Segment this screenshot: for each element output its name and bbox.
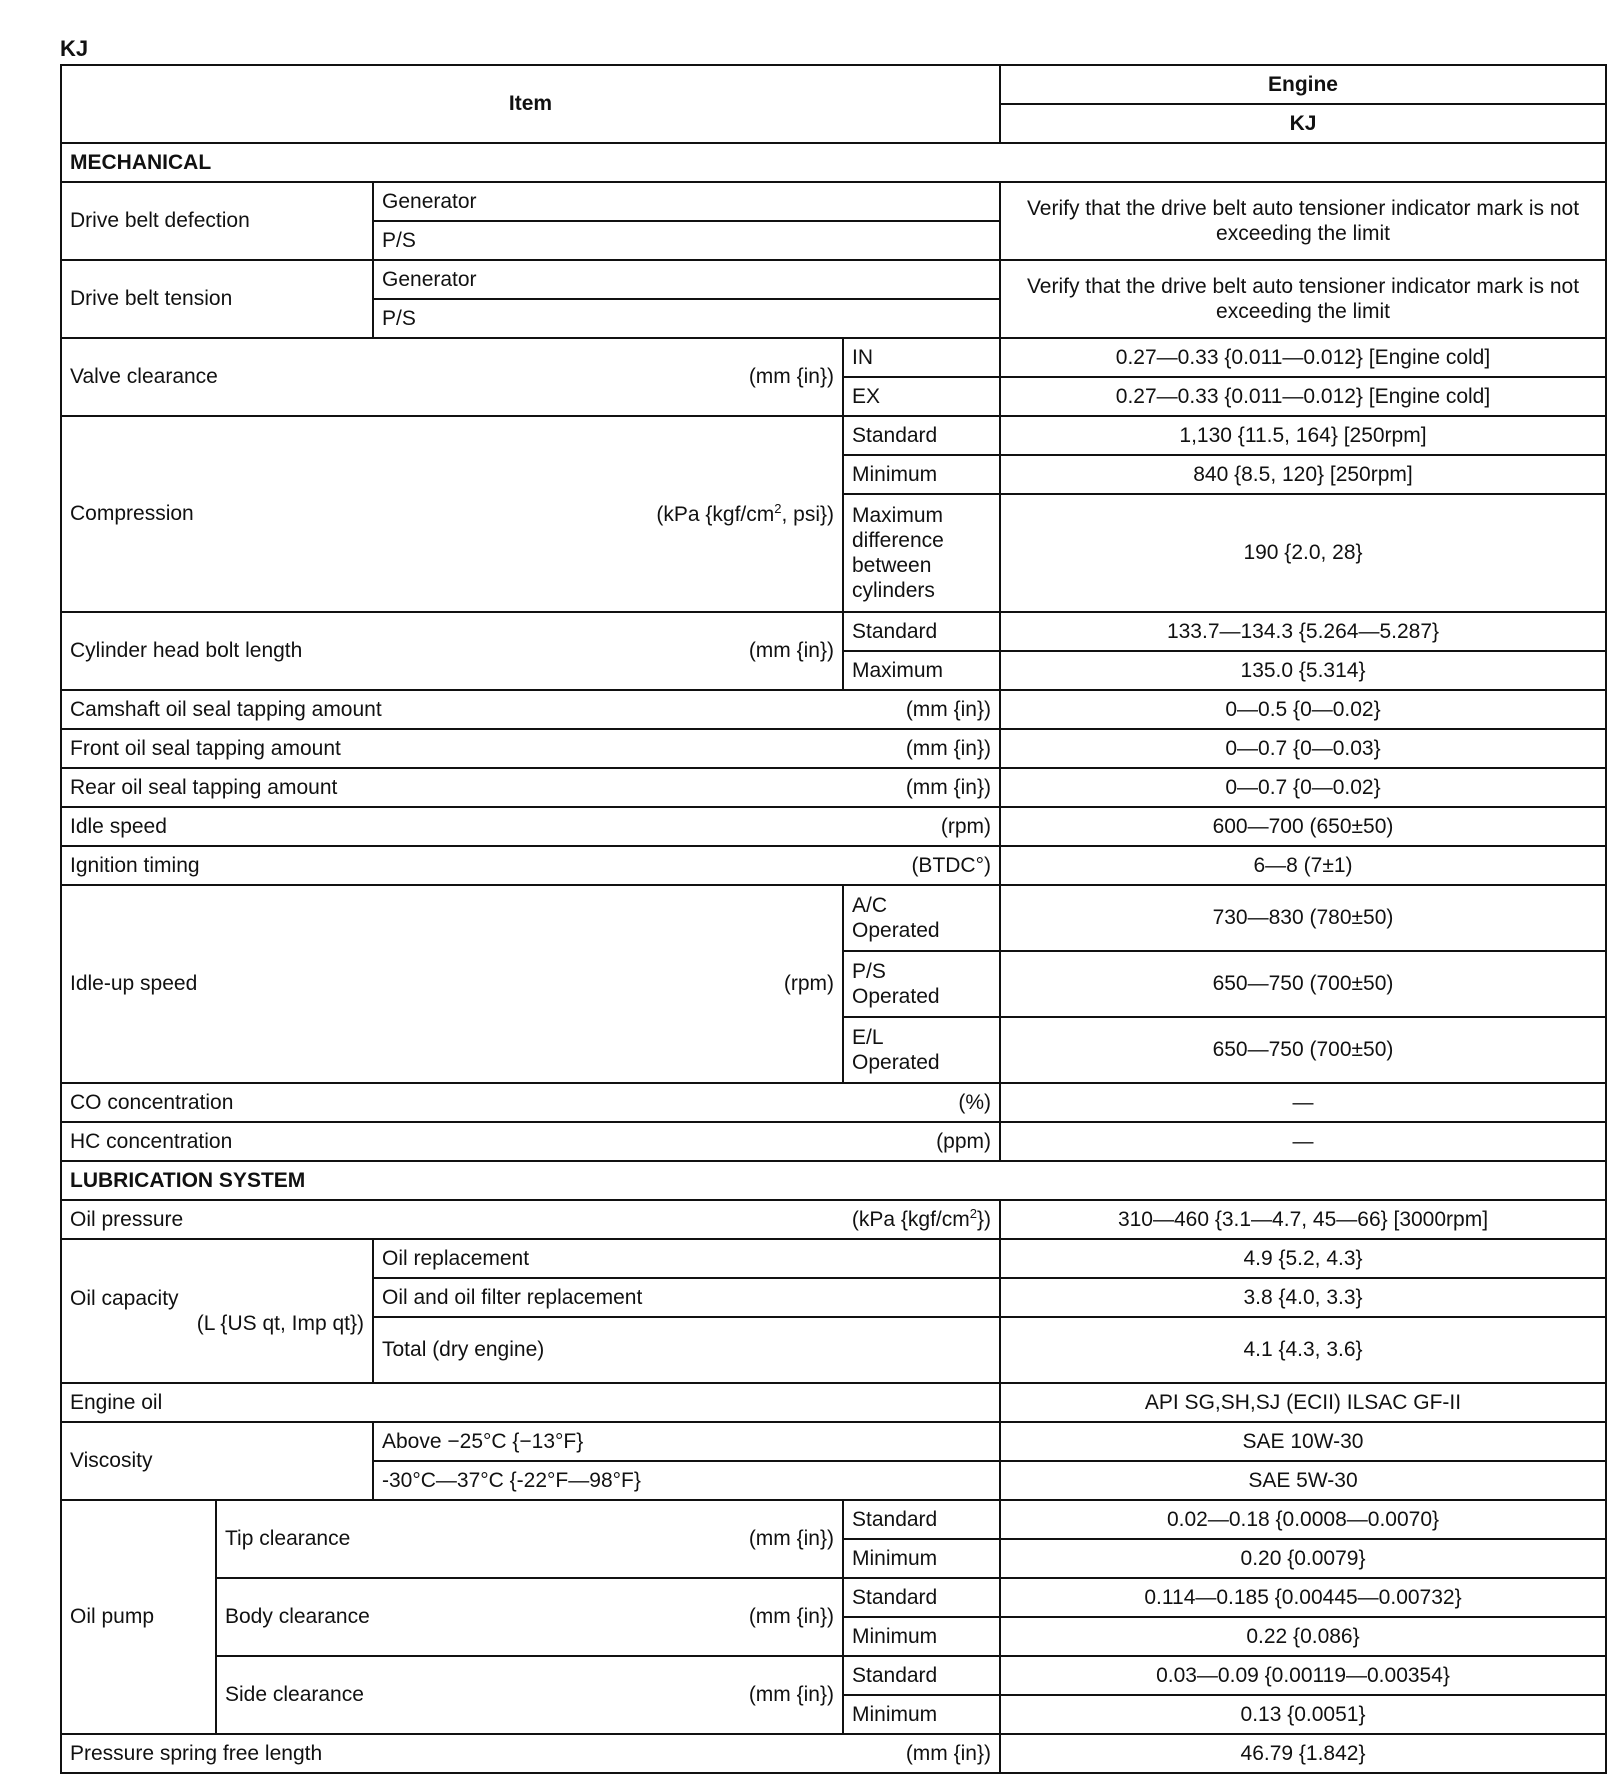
side-clearance-label: Side clearance (225, 1683, 364, 1707)
side-minimum-value: 0.13 {0.0051} (1000, 1695, 1606, 1734)
co-unit: (%) (958, 1090, 991, 1114)
hc-value: — (1000, 1122, 1606, 1161)
deflection-verify-value: Verify that the drive belt auto tensioner indicator mark is not exceeding the limit (1000, 182, 1606, 260)
viscosity-label: Viscosity (61, 1422, 373, 1500)
tip-standard-label: Standard (843, 1500, 1000, 1539)
viscosity-range-label: -30°C—37°C {-22°F—98°F} (373, 1461, 1000, 1500)
tension-verify-value: Verify that the drive belt auto tensioner indicator mark is not exceeding the limit (1000, 260, 1606, 338)
side-standard-value: 0.03—0.09 {0.00119—0.00354} (1000, 1656, 1606, 1695)
front-seal-label: Front oil seal tapping amount (70, 736, 341, 760)
side-minimum-label: Minimum (843, 1695, 1000, 1734)
idle-up-ac-value: 730—830 (780±50) (1000, 885, 1606, 951)
camshaft-seal-value: 0—0.5 {0—0.02} (1000, 690, 1606, 729)
tip-minimum-value: 0.20 {0.0079} (1000, 1539, 1606, 1578)
document-label: KJ (60, 36, 89, 61)
valve-ex-label: EX (843, 377, 1000, 416)
tip-clearance-row-label (216, 1500, 843, 1578)
camshaft-seal-unit: (mm {in}) (905, 697, 991, 721)
rear-seal-unit: (mm {in}) (905, 775, 991, 799)
body-clearance-row-label (216, 1578, 843, 1656)
oil-capacity-label: Oil capacity (70, 1286, 179, 1310)
tension-ps-label: P/S (373, 299, 1000, 338)
valve-in-value: 0.27—0.33 {0.011—0.012} [Engine cold] (1000, 338, 1606, 377)
rear-seal-label: Rear oil seal tapping amount (70, 775, 338, 799)
lubrication-section-title: LUBRICATION SYSTEM (61, 1161, 1606, 1200)
oil-replacement-value: 4.9 {5.2, 4.3} (1000, 1239, 1606, 1278)
specification-table (60, 64, 1607, 1774)
viscosity-range-value: SAE 5W-30 (1000, 1461, 1606, 1500)
spring-row-label (61, 1734, 1000, 1773)
oil-filter-replacement-label: Oil and oil filter replacement (373, 1278, 1000, 1317)
valve-clearance-label: Valve clearance (70, 365, 218, 389)
valve-clearance-row-label (61, 338, 843, 416)
oil-capacity-unit: (L {US qt, Imp qt}) (196, 1312, 364, 1335)
hc-row-label (61, 1122, 1000, 1161)
co-row-label (61, 1083, 1000, 1122)
spring-label: Pressure spring free length (70, 1741, 323, 1765)
head-bolt-standard-label: Standard (843, 612, 1000, 651)
tip-minimum-label: Minimum (843, 1539, 1000, 1578)
ignition-unit: (BTDC°) (911, 853, 991, 877)
head-bolt-row-label (61, 612, 843, 690)
side-clearance-unit: (mm {in}) (748, 1683, 834, 1707)
idle-up-ps-label: P/S Operated (843, 951, 1000, 1017)
rear-seal-row-label (61, 768, 1000, 807)
camshaft-seal-label: Camshaft oil seal tapping amount (70, 697, 382, 721)
camshaft-seal-row-label (61, 690, 1000, 729)
co-value: — (1000, 1083, 1606, 1122)
front-seal-unit: (mm {in}) (905, 736, 991, 760)
idle-up-label: Idle-up speed (70, 972, 198, 996)
oil-replacement-label: Oil replacement (373, 1239, 1000, 1278)
ignition-label: Ignition timing (70, 853, 200, 877)
head-bolt-standard-value: 133.7—134.3 {5.264—5.287} (1000, 612, 1606, 651)
compression-standard-value: 1,130 {11.5, 164} [250rpm] (1000, 416, 1606, 455)
drive-belt-tension-label: Drive belt tension (61, 260, 373, 338)
compression-maxdiff-label: Maximum difference between cylinders (843, 494, 1000, 612)
oil-filter-replacement-value: 3.8 {4.0, 3.3} (1000, 1278, 1606, 1317)
deflection-generator-label: Generator (373, 182, 1000, 221)
mechanical-section-title: MECHANICAL (61, 143, 1606, 182)
valve-ex-value: 0.27—0.33 {0.011—0.012} [Engine cold] (1000, 377, 1606, 416)
deflection-ps-label: P/S (373, 221, 1000, 260)
engine-oil-value: API SG,SH,SJ (ECII) ILSAC GF-II (1000, 1383, 1606, 1422)
head-bolt-unit: (mm {in}) (748, 639, 834, 663)
compression-unit: (kPa {$kgf/cm^2$, psi}) (656, 500, 834, 526)
head-bolt-maximum-value: 135.0 {5.314} (1000, 651, 1606, 690)
head-bolt-label: Cylinder head bolt length (70, 639, 303, 663)
head-bolt-maximum-label: Maximum (843, 651, 1000, 690)
oil-total-value: 4.1 {4.3, 3.6} (1000, 1317, 1606, 1383)
idle-up-el-value: 650—750 (700±50) (1000, 1017, 1606, 1083)
idle-speed-unit: (rpm) (940, 814, 991, 838)
valve-in-label: IN (843, 338, 1000, 377)
idle-up-ac-label: A/C Operated (843, 885, 1000, 951)
spring-value: 46.79 {1.842} (1000, 1734, 1606, 1773)
item-header: Item (61, 65, 1000, 143)
engine-code-header: KJ (1000, 104, 1606, 143)
compression-standard-label: Standard (843, 416, 1000, 455)
hc-label: HC concentration (70, 1129, 233, 1153)
co-label: CO concentration (70, 1090, 234, 1114)
body-minimum-value: 0.22 {0.086} (1000, 1617, 1606, 1656)
body-minimum-label: Minimum (843, 1617, 1000, 1656)
side-clearance-row-label (216, 1656, 843, 1734)
compression-minimum-value: 840 {8.5, 120} [250rpm] (1000, 455, 1606, 494)
compression-label: Compression (70, 502, 194, 526)
front-seal-value: 0—0.7 {0—0.03} (1000, 729, 1606, 768)
body-standard-value: 0.114—0.185 {0.00445—0.00732} (1000, 1578, 1606, 1617)
side-standard-label: Standard (843, 1656, 1000, 1695)
body-clearance-label: Body clearance (225, 1605, 370, 1629)
idle-speed-row-label (61, 807, 1000, 846)
tip-clearance-label: Tip clearance (225, 1527, 351, 1551)
compression-maxdiff-value: 190 {2.0, 28} (1000, 494, 1606, 612)
compression-minimum-label: Minimum (843, 455, 1000, 494)
drive-belt-deflection-label: Drive belt defection (61, 182, 373, 260)
idle-up-row-label (61, 885, 843, 1083)
spring-unit: (mm {in}) (905, 1741, 991, 1765)
idle-up-el-label: E/L Operated (843, 1017, 1000, 1083)
rear-seal-value: 0—0.7 {0—0.02} (1000, 768, 1606, 807)
engine-header: Engine (1000, 65, 1606, 104)
body-standard-label: Standard (843, 1578, 1000, 1617)
idle-speed-value: 600—700 (650±50) (1000, 807, 1606, 846)
oil-pressure-label: Oil pressure (70, 1207, 184, 1231)
ignition-value: 6—8 (7±1) (1000, 846, 1606, 885)
oil-capacity-row-label (61, 1239, 373, 1383)
ignition-row-label (61, 846, 1000, 885)
engine-oil-label: Engine oil (61, 1383, 1000, 1422)
viscosity-above-value: SAE 10W-30 (1000, 1422, 1606, 1461)
oil-pressure-value: 310—460 {3.1—4.7, 45—66} [3000rpm] (1000, 1200, 1606, 1239)
tip-clearance-unit: (mm {in}) (748, 1527, 834, 1551)
oil-pump-label: Oil pump (61, 1500, 216, 1734)
idle-up-ps-value: 650—750 (700±50) (1000, 951, 1606, 1017)
oil-pressure-unit: (kPa $\{kgf/cm^2\}$) (851, 1206, 991, 1232)
idle-speed-label: Idle speed (70, 814, 167, 838)
oil-total-label: Total (dry engine) (373, 1317, 1000, 1383)
compression-row-label (61, 416, 843, 612)
hc-unit: (ppm) (936, 1129, 991, 1153)
idle-up-unit: (rpm) (783, 972, 834, 996)
front-seal-row-label (61, 729, 1000, 768)
viscosity-above-label: Above −25°C {−13°F} (373, 1422, 1000, 1461)
tension-generator-label: Generator (373, 260, 1000, 299)
tip-standard-value: 0.02—0.18 {0.0008—0.0070} (1000, 1500, 1606, 1539)
oil-pressure-row-label (61, 1200, 1000, 1239)
body-clearance-unit: (mm {in}) (748, 1605, 834, 1629)
valve-clearance-unit: (mm {in}) (748, 365, 834, 389)
